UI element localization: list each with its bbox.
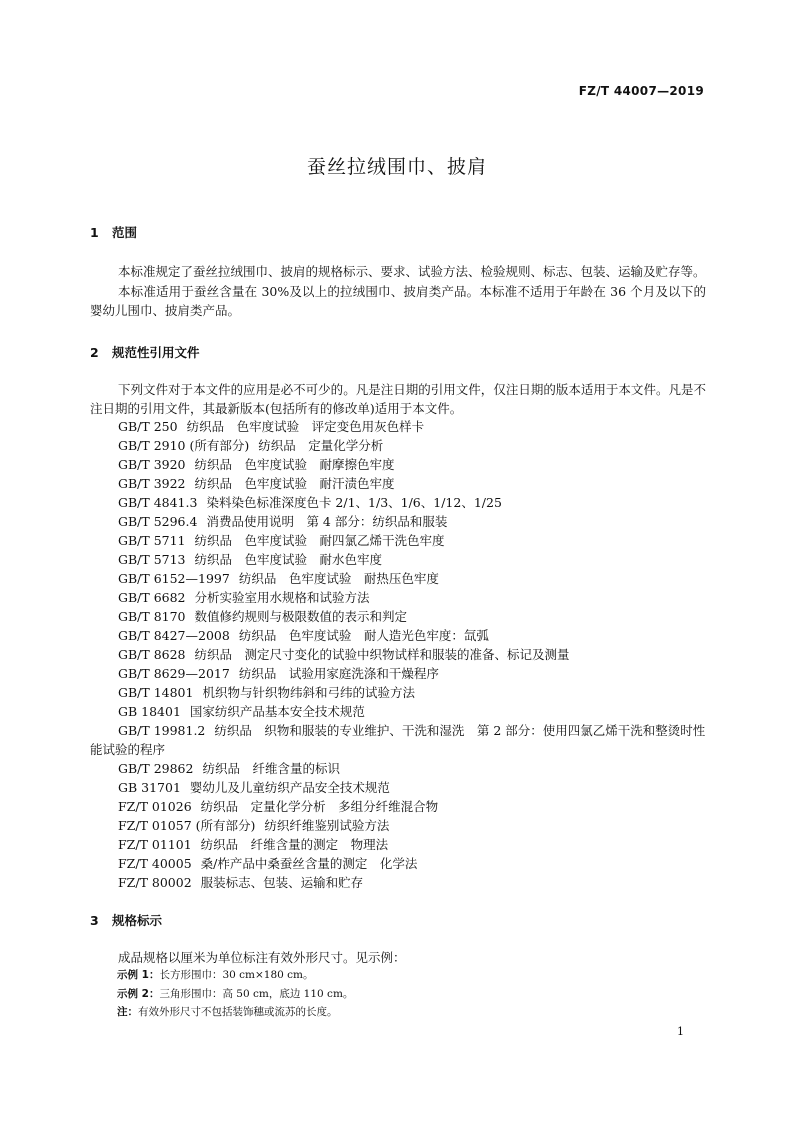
example-text: 长方形围巾：30 cm×180 cm。 xyxy=(159,969,314,981)
reference-item xyxy=(118,493,706,512)
reference-item xyxy=(118,569,706,588)
reference-item xyxy=(90,721,706,759)
section-title: 规格标示 xyxy=(112,913,163,928)
reference-item xyxy=(118,455,706,474)
reference-title: 国家纺织产品基本安全技术规范 xyxy=(189,704,365,719)
section-number: 3 xyxy=(90,913,99,928)
reference-code: GB/T 29862 xyxy=(118,761,194,776)
section-3-heading xyxy=(90,911,162,929)
reference-item xyxy=(118,835,706,854)
section-title: 范围 xyxy=(112,225,138,240)
reference-title: 纺织品 织物和服装的专业维护、干洗和湿洗 第 2 部分：使用四氯乙烯干洗和整烫时性能试验的程序 xyxy=(90,723,706,757)
reference-title: 服装标志、包装、运输和贮存 xyxy=(200,875,364,890)
section-number: 1 xyxy=(90,225,99,240)
reference-title: 消费品使用说明 第 4 部分：纺织品和服装 xyxy=(206,514,448,529)
reference-title: 桑/柞产品中桑蚕丝含量的测定 化学法 xyxy=(200,856,418,871)
reference-list xyxy=(90,417,706,892)
reference-title: 染料染色标准深度色卡 2/1、1/3、1/6、1/12、1/25 xyxy=(206,495,502,510)
note xyxy=(117,1003,338,1022)
reference-title: 纺织品 色牢度试验 耐四氯乙烯干洗色牢度 xyxy=(194,533,445,548)
reference-title: 婴幼儿及儿童纺织产品安全技术规范 xyxy=(189,780,390,795)
reference-item xyxy=(118,702,706,721)
reference-title: 纺织品 色牢度试验 耐人造光色牢度：氙弧 xyxy=(238,628,489,643)
reference-code: FZ/T 01057 (所有部分) xyxy=(118,818,256,833)
reference-item xyxy=(118,550,706,569)
reference-item xyxy=(118,626,706,645)
section-1-paragraph-2: 本标准适用于蚕丝含量在 30%及以上的拉绒围巾、披肩类产品。本标准不适用于年龄在 36 个月及以下的婴幼儿围巾、披肩类产品。 xyxy=(90,284,706,318)
reference-code: GB/T 3922 xyxy=(118,476,186,491)
document-title: 蚕丝拉绒围巾、披肩 xyxy=(306,156,487,178)
reference-title: 纺织品 定量化学分析 xyxy=(258,438,384,453)
reference-title: 纺织品 定量化学分析 多组分纤维混合物 xyxy=(200,799,439,814)
reference-code: GB/T 6682 xyxy=(118,590,186,605)
reference-code: GB/T 5711 xyxy=(118,533,186,548)
reference-item xyxy=(118,797,706,816)
reference-item xyxy=(118,873,706,892)
reference-title: 纺织纤维鉴别试验方法 xyxy=(264,818,390,833)
page-number: 1 xyxy=(677,1025,684,1038)
reference-title: 机织物与针织物纬斜和弓纬的试验方法 xyxy=(202,685,415,700)
section-1-heading xyxy=(90,223,137,241)
example-1 xyxy=(117,966,314,985)
reference-code: GB/T 250 xyxy=(118,419,178,434)
section-number: 2 xyxy=(90,345,99,360)
reference-item xyxy=(118,778,706,797)
example-2 xyxy=(117,985,353,1004)
reference-code: GB/T 2910 (所有部分) xyxy=(118,438,250,453)
reference-code: GB/T 5713 xyxy=(118,552,186,567)
reference-title: 纺织品 色牢度试验 耐热压色牢度 xyxy=(238,571,439,586)
reference-code: GB/T 6152—1997 xyxy=(118,571,230,586)
note-text: 有效外形尺寸不包括装饰穗或流苏的长度。 xyxy=(138,1006,338,1018)
reference-code: GB/T 8629—2017 xyxy=(118,666,230,681)
reference-title: 纺织品 纤维含量的测定 物理法 xyxy=(200,837,389,852)
example-label: 示例 1： xyxy=(117,969,160,981)
example-label: 示例 2： xyxy=(117,988,160,1000)
section-title: 规范性引用文件 xyxy=(112,345,200,360)
reference-item xyxy=(118,607,706,626)
standard-number: FZ/T 44007—2019 xyxy=(578,84,704,98)
reference-code: FZ/T 40005 xyxy=(118,856,192,871)
reference-item xyxy=(118,588,706,607)
reference-code: GB/T 4841.3 xyxy=(118,495,198,510)
section-2-heading xyxy=(90,343,200,361)
reference-item xyxy=(118,816,706,835)
reference-code: FZ/T 01101 xyxy=(118,837,192,852)
section-1-paragraph-1: 本标准规定了蚕丝拉绒围巾、披肩的规格标示、要求、试验方法、检验规则、标志、包装、运输及贮存等。 xyxy=(118,264,706,279)
reference-title: 纺织品 色牢度试验 耐水色牢度 xyxy=(194,552,383,567)
reference-item xyxy=(118,436,706,455)
reference-code: GB/T 8628 xyxy=(118,647,186,662)
section-2-intro: 下列文件对于本文件的应用是必不可少的。凡是注日期的引用文件，仅注日期的版本适用于本文件。凡是不注日期的引用文件，其最新版本(包括所有的修改单)适用于本文件。 xyxy=(90,382,706,416)
section-3-paragraph: 成品规格以厘米为单位标注有效外形尺寸。见示例： xyxy=(118,950,406,965)
reference-code: GB 18401 xyxy=(118,704,181,719)
reference-item xyxy=(118,512,706,531)
reference-item xyxy=(118,531,706,550)
reference-item xyxy=(118,683,706,702)
note-label: 注： xyxy=(117,1006,138,1018)
reference-code: GB/T 19981.2 xyxy=(118,723,206,738)
reference-code: GB/T 8170 xyxy=(118,609,186,624)
reference-title: 数值修约规则与极限数值的表示和判定 xyxy=(194,609,408,624)
reference-code: GB/T 5296.4 xyxy=(118,514,198,529)
reference-title: 纺织品 纤维含量的标识 xyxy=(202,761,340,776)
reference-item xyxy=(118,645,706,664)
reference-code: GB/T 3920 xyxy=(118,457,186,472)
reference-code: GB/T 14801 xyxy=(118,685,194,700)
reference-item xyxy=(118,417,706,436)
reference-title: 纺织品 测定尺寸变化的试验中织物试样和服装的准备、标记及测量 xyxy=(194,647,570,662)
reference-title: 纺织品 试验用家庭洗涤和干燥程序 xyxy=(238,666,439,681)
reference-title: 纺织品 色牢度试验 耐汗渍色牢度 xyxy=(194,476,395,491)
reference-item xyxy=(118,664,706,683)
example-text: 三角形围巾：高 50 cm，底边 110 cm。 xyxy=(159,988,354,1000)
reference-title: 分析实验室用水规格和试验方法 xyxy=(194,590,370,605)
reference-title: 纺织品 色牢度试验 耐摩擦色牢度 xyxy=(194,457,395,472)
reference-title: 纺织品 色牢度试验 评定变色用灰色样卡 xyxy=(186,419,425,434)
reference-item xyxy=(118,759,706,778)
reference-item xyxy=(118,474,706,493)
reference-code: FZ/T 80002 xyxy=(118,875,192,890)
reference-code: FZ/T 01026 xyxy=(118,799,192,814)
reference-item xyxy=(118,854,706,873)
reference-code: GB 31701 xyxy=(118,780,181,795)
reference-code: GB/T 8427—2008 xyxy=(118,628,230,643)
